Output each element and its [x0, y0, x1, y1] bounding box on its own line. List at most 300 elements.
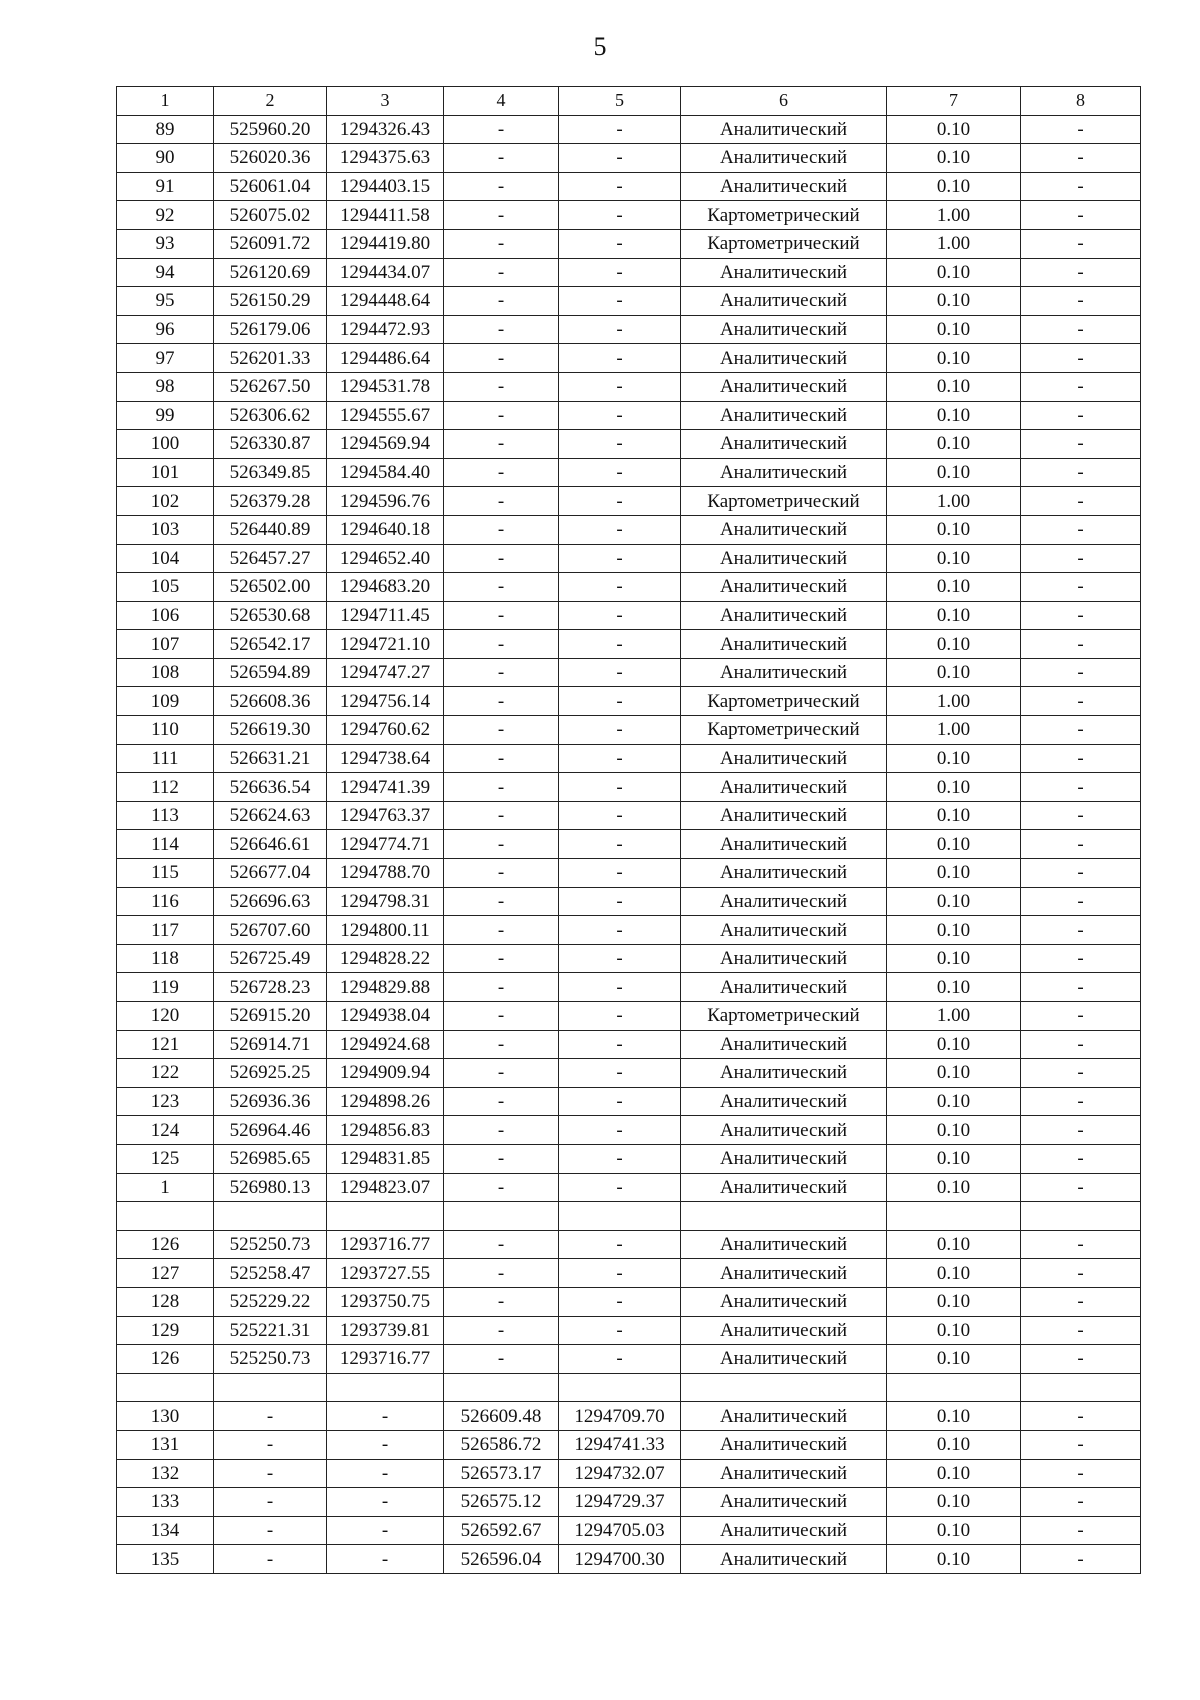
x-alt-coordinate-cell: - — [444, 201, 559, 230]
table-row — [117, 258, 1141, 287]
y-alt-coordinate-cell: - — [559, 1116, 681, 1145]
x-alt-coordinate-cell: 526609.48 — [444, 1402, 559, 1431]
table-row — [117, 315, 1141, 344]
column-header: 5 — [559, 87, 681, 116]
accuracy-cell: 0.10 — [887, 773, 1021, 802]
method-cell: Аналитический — [681, 601, 887, 630]
point-number-cell: 111 — [117, 744, 214, 773]
x-coordinate-cell: 526542.17 — [214, 630, 327, 659]
description-cell: - — [1021, 1316, 1141, 1345]
x-alt-coordinate-cell: - — [444, 172, 559, 201]
method-cell: Аналитический — [681, 430, 887, 459]
accuracy-cell: 0.10 — [887, 944, 1021, 973]
description-cell: - — [1021, 1516, 1141, 1545]
x-alt-coordinate-cell: 526573.17 — [444, 1459, 559, 1488]
y-alt-coordinate-cell: - — [559, 430, 681, 459]
method-cell: Аналитический — [681, 973, 887, 1002]
method-cell: Аналитический — [681, 515, 887, 544]
x-coordinate-cell: 526091.72 — [214, 229, 327, 258]
method-cell: Аналитический — [681, 1316, 887, 1345]
x-coordinate-cell: 525250.73 — [214, 1345, 327, 1374]
y-alt-coordinate-cell: - — [559, 716, 681, 745]
empty-cell — [559, 1202, 681, 1231]
point-number-cell: 97 — [117, 344, 214, 373]
accuracy-cell: 0.10 — [887, 401, 1021, 430]
x-alt-coordinate-cell: - — [444, 687, 559, 716]
x-alt-coordinate-cell: - — [444, 315, 559, 344]
accuracy-cell: 1.00 — [887, 1002, 1021, 1031]
accuracy-cell: 0.10 — [887, 372, 1021, 401]
x-coordinate-cell: 526696.63 — [214, 887, 327, 916]
table-row — [117, 229, 1141, 258]
description-cell: - — [1021, 258, 1141, 287]
empty-cell — [681, 1202, 887, 1231]
description-cell: - — [1021, 887, 1141, 916]
x-coordinate-cell: 526936.36 — [214, 1087, 327, 1116]
y-alt-coordinate-cell: - — [559, 1144, 681, 1173]
y-coordinate-cell: 1294569.94 — [327, 430, 444, 459]
table-row — [117, 1430, 1141, 1459]
accuracy-cell: 0.10 — [887, 1030, 1021, 1059]
description-cell: - — [1021, 1002, 1141, 1031]
table-row — [117, 1545, 1141, 1574]
accuracy-cell: 0.10 — [887, 1430, 1021, 1459]
method-cell: Аналитический — [681, 1345, 887, 1374]
y-alt-coordinate-cell: - — [559, 1173, 681, 1202]
y-coordinate-cell: 1294774.71 — [327, 830, 444, 859]
method-cell: Картометрический — [681, 229, 887, 258]
x-alt-coordinate-cell: - — [444, 887, 559, 916]
method-cell: Аналитический — [681, 458, 887, 487]
y-coordinate-cell: 1294375.63 — [327, 144, 444, 173]
point-number-cell: 132 — [117, 1459, 214, 1488]
y-alt-coordinate-cell: - — [559, 801, 681, 830]
method-cell: Аналитический — [681, 372, 887, 401]
empty-cell — [681, 1373, 887, 1402]
description-cell: - — [1021, 944, 1141, 973]
table-row — [117, 1087, 1141, 1116]
y-alt-coordinate-cell: - — [559, 344, 681, 373]
y-coordinate-cell: 1294828.22 — [327, 944, 444, 973]
accuracy-cell: 0.10 — [887, 1516, 1021, 1545]
x-coordinate-cell: 526061.04 — [214, 172, 327, 201]
x-alt-coordinate-cell: 526596.04 — [444, 1545, 559, 1574]
y-coordinate-cell: 1294434.07 — [327, 258, 444, 287]
y-alt-coordinate-cell: - — [559, 1259, 681, 1288]
point-number-cell: 102 — [117, 487, 214, 516]
point-number-cell: 116 — [117, 887, 214, 916]
description-cell: - — [1021, 172, 1141, 201]
point-number-cell: 103 — [117, 515, 214, 544]
description-cell: - — [1021, 573, 1141, 602]
y-alt-coordinate-cell: - — [559, 1059, 681, 1088]
accuracy-cell: 0.10 — [887, 430, 1021, 459]
x-coordinate-cell: 526075.02 — [214, 201, 327, 230]
y-coordinate-cell: 1294640.18 — [327, 515, 444, 544]
y-coordinate-cell: 1294924.68 — [327, 1030, 444, 1059]
x-alt-coordinate-cell: - — [444, 430, 559, 459]
y-alt-coordinate-cell: - — [559, 487, 681, 516]
x-alt-coordinate-cell: - — [444, 515, 559, 544]
accuracy-cell: 0.10 — [887, 287, 1021, 316]
accuracy-cell: 0.10 — [887, 830, 1021, 859]
point-number-cell: 99 — [117, 401, 214, 430]
point-number-cell: 112 — [117, 773, 214, 802]
description-cell: - — [1021, 430, 1141, 459]
point-number-cell: 129 — [117, 1316, 214, 1345]
table-row — [117, 115, 1141, 144]
point-number-cell: 96 — [117, 315, 214, 344]
method-cell: Аналитический — [681, 1287, 887, 1316]
point-number-cell: 108 — [117, 658, 214, 687]
x-coordinate-cell: 526530.68 — [214, 601, 327, 630]
y-alt-coordinate-cell: 1294705.03 — [559, 1516, 681, 1545]
y-coordinate-cell: 1294938.04 — [327, 1002, 444, 1031]
x-coordinate-cell: 525229.22 — [214, 1287, 327, 1316]
accuracy-cell: 0.10 — [887, 1287, 1021, 1316]
point-number-cell: 122 — [117, 1059, 214, 1088]
table-row — [117, 1516, 1141, 1545]
method-cell: Аналитический — [681, 1459, 887, 1488]
x-alt-coordinate-cell: - — [444, 773, 559, 802]
x-coordinate-cell: 526624.63 — [214, 801, 327, 830]
point-number-cell: 113 — [117, 801, 214, 830]
empty-cell — [117, 1202, 214, 1231]
y-coordinate-cell: 1294856.83 — [327, 1116, 444, 1145]
accuracy-cell: 0.10 — [887, 458, 1021, 487]
empty-cell — [444, 1202, 559, 1231]
y-coordinate-cell: - — [327, 1516, 444, 1545]
x-coordinate-cell: 526020.36 — [214, 144, 327, 173]
table-row — [117, 372, 1141, 401]
x-coordinate-cell: 526440.89 — [214, 515, 327, 544]
point-number-cell: 125 — [117, 1144, 214, 1173]
description-cell: - — [1021, 115, 1141, 144]
method-cell: Картометрический — [681, 201, 887, 230]
empty-cell — [327, 1202, 444, 1231]
y-alt-coordinate-cell: - — [559, 1230, 681, 1259]
y-alt-coordinate-cell: - — [559, 1030, 681, 1059]
x-alt-coordinate-cell: - — [444, 944, 559, 973]
table-row — [117, 744, 1141, 773]
x-coordinate-cell: 526608.36 — [214, 687, 327, 716]
accuracy-cell: 0.10 — [887, 1316, 1021, 1345]
table-row — [117, 1287, 1141, 1316]
y-alt-coordinate-cell: - — [559, 1345, 681, 1374]
description-cell: - — [1021, 372, 1141, 401]
y-alt-coordinate-cell: - — [559, 1316, 681, 1345]
method-cell: Аналитический — [681, 344, 887, 373]
y-alt-coordinate-cell: - — [559, 658, 681, 687]
accuracy-cell: 0.10 — [887, 1230, 1021, 1259]
x-alt-coordinate-cell: - — [444, 344, 559, 373]
table-row — [117, 716, 1141, 745]
x-coordinate-cell: 525221.31 — [214, 1316, 327, 1345]
y-alt-coordinate-cell: - — [559, 515, 681, 544]
x-coordinate-cell: 526980.13 — [214, 1173, 327, 1202]
method-cell: Аналитический — [681, 773, 887, 802]
x-alt-coordinate-cell: 526575.12 — [444, 1488, 559, 1517]
y-coordinate-cell: 1294555.67 — [327, 401, 444, 430]
x-coordinate-cell: 526728.23 — [214, 973, 327, 1002]
y-alt-coordinate-cell: - — [559, 1087, 681, 1116]
method-cell: Аналитический — [681, 573, 887, 602]
y-coordinate-cell: 1294741.39 — [327, 773, 444, 802]
accuracy-cell: 0.10 — [887, 601, 1021, 630]
method-cell: Аналитический — [681, 144, 887, 173]
description-cell: - — [1021, 1545, 1141, 1574]
y-coordinate-cell: - — [327, 1402, 444, 1431]
x-coordinate-cell: 526330.87 — [214, 430, 327, 459]
description-cell: - — [1021, 1259, 1141, 1288]
x-coordinate-cell: 526267.50 — [214, 372, 327, 401]
description-cell: - — [1021, 830, 1141, 859]
y-alt-coordinate-cell: - — [559, 887, 681, 916]
point-number-cell: 1 — [117, 1173, 214, 1202]
description-cell: - — [1021, 1430, 1141, 1459]
x-alt-coordinate-cell: - — [444, 458, 559, 487]
empty-cell — [1021, 1202, 1141, 1231]
table-spacer-row — [117, 1202, 1141, 1231]
accuracy-cell: 1.00 — [887, 487, 1021, 516]
description-cell: - — [1021, 515, 1141, 544]
method-cell: Аналитический — [681, 401, 887, 430]
method-cell: Аналитический — [681, 1430, 887, 1459]
point-number-cell: 119 — [117, 973, 214, 1002]
accuracy-cell: 0.10 — [887, 887, 1021, 916]
table-row — [117, 887, 1141, 916]
table-body — [117, 115, 1141, 1573]
description-cell: - — [1021, 916, 1141, 945]
description-cell: - — [1021, 229, 1141, 258]
method-cell: Аналитический — [681, 1030, 887, 1059]
y-coordinate-cell: 1294584.40 — [327, 458, 444, 487]
description-cell: - — [1021, 1030, 1141, 1059]
method-cell: Аналитический — [681, 115, 887, 144]
y-coordinate-cell: 1293750.75 — [327, 1287, 444, 1316]
y-coordinate-cell: 1294486.64 — [327, 344, 444, 373]
y-coordinate-cell: - — [327, 1488, 444, 1517]
table-row — [117, 430, 1141, 459]
x-alt-coordinate-cell: - — [444, 229, 559, 258]
table-row — [117, 773, 1141, 802]
description-cell: - — [1021, 859, 1141, 888]
y-coordinate-cell: 1294531.78 — [327, 372, 444, 401]
accuracy-cell: 0.10 — [887, 658, 1021, 687]
y-alt-coordinate-cell: - — [559, 630, 681, 659]
accuracy-cell: 0.10 — [887, 258, 1021, 287]
y-coordinate-cell: 1294829.88 — [327, 973, 444, 1002]
accuracy-cell: 0.10 — [887, 1402, 1021, 1431]
y-alt-coordinate-cell: - — [559, 172, 681, 201]
x-coordinate-cell: - — [214, 1488, 327, 1517]
x-coordinate-cell: 525250.73 — [214, 1230, 327, 1259]
table-row — [117, 1402, 1141, 1431]
table-row — [117, 916, 1141, 945]
y-alt-coordinate-cell: - — [559, 859, 681, 888]
point-number-cell: 91 — [117, 172, 214, 201]
y-coordinate-cell: 1294403.15 — [327, 172, 444, 201]
y-alt-coordinate-cell: 1294729.37 — [559, 1488, 681, 1517]
y-coordinate-cell: 1294472.93 — [327, 315, 444, 344]
x-coordinate-cell: 526120.69 — [214, 258, 327, 287]
y-coordinate-cell: 1293739.81 — [327, 1316, 444, 1345]
x-alt-coordinate-cell: - — [444, 1316, 559, 1345]
method-cell: Аналитический — [681, 1173, 887, 1202]
x-coordinate-cell: 526379.28 — [214, 487, 327, 516]
x-alt-coordinate-cell: - — [444, 1087, 559, 1116]
accuracy-cell: 0.10 — [887, 544, 1021, 573]
empty-cell — [117, 1373, 214, 1402]
description-cell: - — [1021, 658, 1141, 687]
x-alt-coordinate-cell: - — [444, 859, 559, 888]
y-alt-coordinate-cell: - — [559, 830, 681, 859]
x-alt-coordinate-cell: - — [444, 1144, 559, 1173]
description-cell: - — [1021, 1345, 1141, 1374]
y-coordinate-cell: 1293716.77 — [327, 1230, 444, 1259]
y-coordinate-cell: 1294798.31 — [327, 887, 444, 916]
x-alt-coordinate-cell: - — [444, 744, 559, 773]
y-alt-coordinate-cell: 1294700.30 — [559, 1545, 681, 1574]
method-cell: Аналитический — [681, 887, 887, 916]
method-cell: Аналитический — [681, 172, 887, 201]
x-coordinate-cell: 526636.54 — [214, 773, 327, 802]
x-coordinate-cell: 526150.29 — [214, 287, 327, 316]
y-alt-coordinate-cell: - — [559, 544, 681, 573]
accuracy-cell: 0.10 — [887, 916, 1021, 945]
description-cell: - — [1021, 544, 1141, 573]
table-row — [117, 487, 1141, 516]
x-coordinate-cell: 526457.27 — [214, 544, 327, 573]
point-number-cell: 123 — [117, 1087, 214, 1116]
x-alt-coordinate-cell: - — [444, 544, 559, 573]
point-number-cell: 130 — [117, 1402, 214, 1431]
method-cell: Аналитический — [681, 258, 887, 287]
x-alt-coordinate-cell: - — [444, 801, 559, 830]
method-cell: Аналитический — [681, 1488, 887, 1517]
point-number-cell: 109 — [117, 687, 214, 716]
description-cell: - — [1021, 401, 1141, 430]
description-cell: - — [1021, 1287, 1141, 1316]
table-row — [117, 859, 1141, 888]
point-number-cell: 134 — [117, 1516, 214, 1545]
x-coordinate-cell: 526707.60 — [214, 916, 327, 945]
x-coordinate-cell: 526349.85 — [214, 458, 327, 487]
y-coordinate-cell: 1294411.58 — [327, 201, 444, 230]
point-number-cell: 101 — [117, 458, 214, 487]
accuracy-cell: 0.10 — [887, 1488, 1021, 1517]
column-header: 3 — [327, 87, 444, 116]
point-number-cell: 117 — [117, 916, 214, 945]
y-alt-coordinate-cell: - — [559, 601, 681, 630]
table-spacer-row — [117, 1373, 1141, 1402]
x-coordinate-cell: 526619.30 — [214, 716, 327, 745]
x-coordinate-cell: 525258.47 — [214, 1259, 327, 1288]
x-alt-coordinate-cell: - — [444, 1287, 559, 1316]
y-coordinate-cell: - — [327, 1459, 444, 1488]
accuracy-cell: 0.10 — [887, 115, 1021, 144]
point-number-cell: 100 — [117, 430, 214, 459]
x-coordinate-cell: - — [214, 1459, 327, 1488]
table-row — [117, 544, 1141, 573]
y-alt-coordinate-cell: - — [559, 458, 681, 487]
accuracy-cell: 0.10 — [887, 144, 1021, 173]
y-alt-coordinate-cell: - — [559, 973, 681, 1002]
y-alt-coordinate-cell: - — [559, 744, 681, 773]
y-coordinate-cell: 1294898.26 — [327, 1087, 444, 1116]
x-alt-coordinate-cell: - — [444, 258, 559, 287]
y-coordinate-cell: 1294738.64 — [327, 744, 444, 773]
empty-cell — [559, 1373, 681, 1402]
y-coordinate-cell: 1294683.20 — [327, 573, 444, 602]
table-row — [117, 801, 1141, 830]
method-cell: Аналитический — [681, 544, 887, 573]
table-row — [117, 658, 1141, 687]
table-row — [117, 1144, 1141, 1173]
x-alt-coordinate-cell: - — [444, 1030, 559, 1059]
x-alt-coordinate-cell: - — [444, 1002, 559, 1031]
point-number-cell: 106 — [117, 601, 214, 630]
point-number-cell: 121 — [117, 1030, 214, 1059]
x-coordinate-cell: 525960.20 — [214, 115, 327, 144]
accuracy-cell: 0.10 — [887, 1545, 1021, 1574]
method-cell: Аналитический — [681, 1545, 887, 1574]
y-coordinate-cell: 1294909.94 — [327, 1059, 444, 1088]
point-number-cell: 126 — [117, 1345, 214, 1374]
empty-cell — [327, 1373, 444, 1402]
y-alt-coordinate-cell: - — [559, 229, 681, 258]
x-alt-coordinate-cell: - — [444, 916, 559, 945]
y-alt-coordinate-cell: - — [559, 372, 681, 401]
accuracy-cell: 0.10 — [887, 344, 1021, 373]
y-alt-coordinate-cell: - — [559, 287, 681, 316]
x-coordinate-cell: 526306.62 — [214, 401, 327, 430]
description-cell: - — [1021, 716, 1141, 745]
empty-cell — [1021, 1373, 1141, 1402]
description-cell: - — [1021, 1059, 1141, 1088]
accuracy-cell: 0.10 — [887, 573, 1021, 602]
y-coordinate-cell: 1294800.11 — [327, 916, 444, 945]
description-cell: - — [1021, 630, 1141, 659]
description-cell: - — [1021, 1087, 1141, 1116]
point-number-cell: 104 — [117, 544, 214, 573]
description-cell: - — [1021, 1488, 1141, 1517]
x-alt-coordinate-cell: - — [444, 1230, 559, 1259]
table-row — [117, 601, 1141, 630]
accuracy-cell: 0.10 — [887, 1144, 1021, 1173]
y-coordinate-cell: 1294596.76 — [327, 487, 444, 516]
description-cell: - — [1021, 773, 1141, 802]
description-cell: - — [1021, 201, 1141, 230]
table-row — [117, 1230, 1141, 1259]
method-cell: Картометрический — [681, 1002, 887, 1031]
point-number-cell: 118 — [117, 944, 214, 973]
y-alt-coordinate-cell: 1294741.33 — [559, 1430, 681, 1459]
method-cell: Аналитический — [681, 830, 887, 859]
x-coordinate-cell: 526677.04 — [214, 859, 327, 888]
table-row — [117, 944, 1141, 973]
table-row — [117, 201, 1141, 230]
x-coordinate-cell: 526915.20 — [214, 1002, 327, 1031]
method-cell: Аналитический — [681, 801, 887, 830]
point-number-cell: 127 — [117, 1259, 214, 1288]
description-cell: - — [1021, 1173, 1141, 1202]
method-cell: Аналитический — [681, 1059, 887, 1088]
point-number-cell: 128 — [117, 1287, 214, 1316]
y-coordinate-cell: 1294823.07 — [327, 1173, 444, 1202]
x-alt-coordinate-cell: 526592.67 — [444, 1516, 559, 1545]
method-cell: Аналитический — [681, 630, 887, 659]
